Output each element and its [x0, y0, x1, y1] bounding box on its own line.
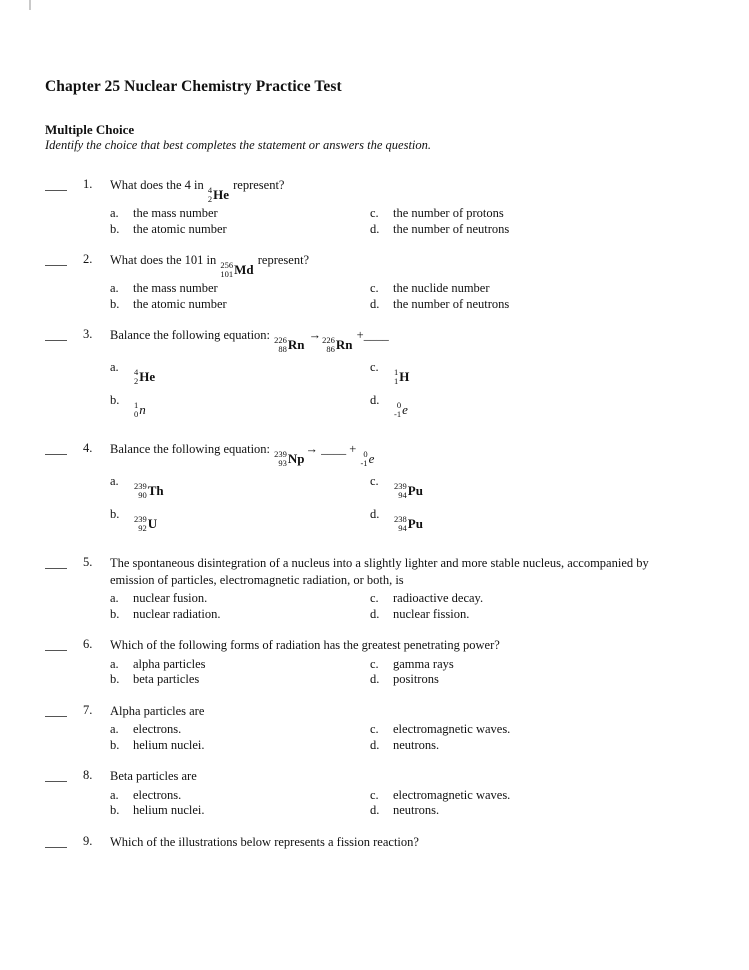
isotope-atomic-number: 88 — [278, 343, 287, 354]
option-letter: a. — [110, 206, 119, 220]
answer-option — [370, 657, 454, 673]
text-run: What does the 4 in — [110, 178, 207, 192]
option-text — [133, 474, 370, 499]
answer-option — [370, 722, 510, 738]
option-letter: c. — [370, 656, 379, 671]
text-run: the nuclide number — [393, 281, 490, 295]
option-text — [393, 672, 454, 688]
question-body — [110, 834, 693, 854]
answer-option — [110, 672, 370, 688]
isotope-mass-number: 4 — [207, 185, 213, 195]
option-letter: b. — [110, 803, 120, 817]
option-text — [133, 297, 370, 313]
option-text — [133, 591, 370, 607]
question-options — [110, 281, 693, 312]
text-run: Which of the following forms of radiation has the greatest penetrating power? — [110, 638, 500, 652]
isotope-notation — [394, 515, 423, 532]
isotope-atomic-number: -1 — [394, 408, 402, 419]
isotope-scripts — [134, 401, 138, 418]
option-text — [393, 297, 509, 313]
isotope-scripts — [274, 336, 287, 353]
option-text — [393, 281, 509, 297]
answer-option — [370, 297, 509, 313]
isotope-notation — [134, 401, 146, 418]
answer-option — [110, 393, 370, 418]
answer-option — [110, 788, 370, 804]
question-prompt — [110, 441, 693, 467]
isotope-atomic-number: 93 — [278, 457, 287, 468]
answer-option — [110, 360, 370, 385]
question-number: 3. — [83, 327, 93, 341]
option-letter: d. — [370, 606, 380, 621]
isotope-mass-number: 256 — [220, 260, 234, 270]
options-column — [370, 360, 410, 426]
option-text — [133, 206, 370, 222]
answer-blank-line — [45, 704, 67, 717]
answer-option — [110, 297, 370, 313]
isotope-symbol: He — [213, 187, 229, 202]
questions — [45, 177, 693, 853]
text-run: the number of neutrons — [393, 296, 510, 311]
answer-option — [110, 803, 370, 819]
question-number: 1. — [83, 177, 93, 191]
option-text — [133, 738, 370, 754]
isotope-mass-number: 239 — [394, 481, 407, 491]
answer-blank-line — [45, 178, 67, 191]
section-instructions: Identify the choice that best completes the statement or answers the question. — [45, 138, 432, 152]
option-letter: c. — [370, 281, 379, 295]
question — [45, 441, 693, 540]
text-run: +____ — [353, 328, 389, 342]
isotope-atomic-number: 0 — [134, 408, 139, 419]
question-number: 7. — [83, 702, 93, 717]
option-letter: d. — [370, 507, 380, 521]
question — [45, 252, 693, 312]
option-letter: c. — [370, 206, 379, 220]
isotope-notation — [274, 450, 304, 467]
answer-option — [370, 360, 410, 385]
isotope-notation — [208, 186, 229, 203]
option-text — [393, 788, 510, 804]
options-column — [370, 206, 509, 237]
text-run: neutrons. — [393, 803, 440, 817]
option-letter: d. — [370, 803, 380, 817]
isotope-mass-number: 238 — [394, 514, 407, 524]
answer-blank-line — [45, 835, 67, 848]
isotope-notation — [322, 336, 352, 353]
isotope-mass-number: 226 — [322, 335, 335, 345]
isotope-symbol: Rn — [287, 337, 305, 352]
isotope-scripts — [134, 515, 147, 532]
options-column — [110, 360, 370, 426]
isotope-symbol: Pu — [407, 483, 423, 498]
question-prompt — [110, 327, 693, 353]
question-number: 2. — [83, 252, 93, 266]
isotope-notation — [134, 515, 157, 532]
isotope-scripts — [220, 261, 233, 278]
answer-option — [110, 591, 370, 607]
options-column — [110, 722, 370, 753]
scan-artifact — [29, 0, 31, 10]
option-text — [133, 803, 370, 819]
section-heading: Multiple Choice — [45, 122, 135, 137]
text-run: Which of the illustrations below represents a fission reaction? — [110, 834, 419, 849]
isotope-mass-number: 0 — [363, 449, 368, 459]
answer-option — [110, 738, 370, 754]
option-letter: a. — [110, 722, 119, 736]
isotope-atomic-number: 90 — [138, 489, 147, 500]
answer-option — [370, 803, 510, 819]
isotope-notation — [360, 450, 374, 467]
option-letter: b. — [110, 393, 120, 407]
option-text — [133, 507, 370, 532]
option-letter: a. — [110, 360, 119, 374]
question-prompt — [110, 555, 693, 588]
option-letter: b. — [110, 221, 120, 236]
question — [45, 637, 693, 688]
question-options — [110, 591, 693, 622]
question — [45, 555, 693, 622]
isotope-symbol: Th — [147, 483, 164, 498]
option-text — [393, 738, 510, 754]
question — [45, 177, 693, 237]
question-options — [110, 788, 693, 819]
answer-option — [370, 281, 509, 297]
text-run: electromagnetic waves. — [393, 722, 511, 736]
option-letter: d. — [370, 393, 380, 407]
option-letter: b. — [110, 606, 120, 621]
text-run: The spontaneous disintegration of a nucleus into a slightly lighter and more stable nucleus, accompanied by emission of particles, electromagnetic radiation, or both, is — [110, 556, 649, 587]
isotope-scripts — [322, 336, 335, 353]
option-text — [133, 393, 370, 418]
question — [45, 834, 693, 854]
question-number: 5. — [83, 555, 93, 569]
isotope-notation — [394, 401, 408, 418]
answer-option — [370, 591, 483, 607]
isotope-symbol: Rn — [335, 337, 353, 352]
text-run: Balance the following equation: — [110, 442, 274, 456]
option-text — [393, 657, 454, 673]
option-letter: a. — [110, 591, 119, 605]
isotope-scripts — [394, 368, 398, 385]
isotope-notation — [394, 368, 409, 385]
option-letter: c. — [370, 591, 379, 605]
answer-option — [110, 507, 370, 532]
text-run: electrons. — [133, 722, 182, 736]
option-letter: c. — [370, 474, 379, 488]
text-run: What does the 101 in — [110, 253, 220, 267]
answer-option — [370, 507, 424, 532]
isotope-scripts — [134, 368, 138, 385]
question-number: 4. — [83, 441, 93, 455]
text-run: beta particles — [133, 672, 200, 686]
answer-blank-line — [45, 638, 67, 651]
isotope-symbol: He — [139, 369, 156, 384]
question-prompt — [110, 834, 693, 851]
text-run: the number of neutrons — [393, 221, 510, 236]
options-column — [370, 788, 510, 819]
text-run: Beta particles are — [110, 769, 197, 783]
option-text — [133, 360, 370, 385]
isotope-symbol: Md — [234, 262, 254, 277]
options-column — [110, 788, 370, 819]
question-number: 6. — [83, 637, 93, 651]
options-column — [370, 474, 424, 540]
isotope-mass-number: 1 — [134, 400, 139, 410]
answer-option — [110, 474, 370, 499]
isotope-mass-number: 239 — [134, 481, 147, 491]
text-run: → — [305, 328, 322, 342]
isotope-mass-number: 1 — [394, 367, 399, 377]
answer-option — [110, 222, 370, 238]
answer-blank-line — [45, 328, 67, 341]
isotope-scripts — [394, 515, 407, 532]
option-text — [133, 722, 370, 738]
question-body — [110, 555, 693, 622]
isotope-atomic-number: 2 — [207, 193, 213, 204]
isotope-atomic-number: 92 — [138, 522, 147, 533]
text-run: the atomic number — [133, 221, 227, 236]
text-run: the mass number — [133, 206, 218, 220]
option-text — [393, 591, 483, 607]
option-text — [133, 657, 370, 673]
option-letter: b. — [110, 507, 120, 521]
answer-option — [370, 788, 510, 804]
answer-option — [370, 738, 510, 754]
options-column — [110, 474, 370, 540]
answer-option — [370, 474, 424, 499]
text-run: the mass number — [133, 281, 218, 295]
question-body — [110, 441, 693, 540]
page-title: Chapter 25 Nuclear Chemistry Practice Test — [45, 78, 342, 95]
isotope-symbol: Np — [287, 451, 305, 466]
question — [45, 327, 693, 426]
question-options — [110, 722, 693, 753]
answer-option — [110, 281, 370, 297]
answer-option — [110, 206, 370, 222]
isotope-atomic-number: 94 — [398, 489, 407, 500]
answer-option — [370, 607, 483, 623]
options-column — [110, 206, 370, 237]
isotope-symbol: e — [402, 402, 408, 417]
text-run: gamma rays — [393, 656, 454, 671]
text-run: nuclear fission. — [393, 606, 470, 621]
option-text — [393, 474, 424, 499]
option-letter: a. — [110, 281, 119, 295]
question-body — [110, 177, 693, 237]
option-letter: b. — [110, 672, 120, 686]
answer-option — [110, 657, 370, 673]
option-letter: d. — [370, 296, 380, 311]
text-run: Alpha particles are — [110, 703, 205, 718]
question-options — [110, 206, 693, 237]
isotope-notation — [134, 368, 155, 385]
options-column — [110, 281, 370, 312]
option-text — [133, 222, 370, 238]
text-run: the atomic number — [133, 296, 227, 311]
text-run: helium nuclei. — [133, 737, 205, 752]
isotope-symbol: H — [399, 369, 410, 384]
isotope-scripts — [394, 482, 407, 499]
question-options — [110, 360, 693, 426]
option-letter: c. — [370, 360, 379, 374]
text-run: the number of protons — [393, 206, 504, 220]
question — [45, 768, 693, 819]
question-body — [110, 768, 693, 819]
answer-blank-line — [45, 442, 67, 455]
question-number: 8. — [83, 768, 93, 782]
question-body — [110, 327, 693, 426]
question-prompt — [110, 637, 693, 654]
text-run: represent? — [254, 253, 310, 267]
isotope-atomic-number: -1 — [360, 457, 368, 468]
option-text — [393, 803, 510, 819]
answer-option — [370, 222, 509, 238]
option-letter: a. — [110, 474, 119, 488]
text-run: positrons — [393, 672, 439, 686]
option-letter: b. — [110, 296, 120, 311]
isotope-symbol: e — [368, 451, 375, 466]
text-run: Balance the following equation: — [110, 328, 274, 342]
isotope-scripts — [274, 450, 287, 467]
question-prompt — [110, 768, 693, 785]
option-letter: a. — [110, 656, 119, 671]
isotope-mass-number: 0 — [396, 400, 402, 410]
isotope-scripts — [134, 482, 147, 499]
option-text — [133, 672, 370, 688]
answer-option — [370, 206, 509, 222]
answer-option — [370, 672, 454, 688]
option-text — [133, 607, 370, 623]
option-text — [393, 607, 483, 623]
text-run: nuclear radiation. — [133, 606, 221, 621]
question-body — [110, 703, 693, 754]
text-run: electromagnetic waves. — [393, 787, 511, 802]
answer-blank-line — [45, 253, 67, 266]
isotope-notation — [134, 482, 164, 499]
option-letter: d. — [370, 737, 380, 752]
option-text — [133, 281, 370, 297]
question-body — [110, 637, 693, 688]
option-text — [393, 206, 509, 222]
isotope-atomic-number: 101 — [220, 268, 234, 279]
question-body — [110, 252, 693, 312]
option-letter: b. — [110, 737, 120, 752]
text-run: → ____ + — [305, 442, 360, 456]
option-letter: c. — [370, 787, 379, 802]
question-number: 9. — [83, 833, 93, 848]
isotope-notation — [220, 261, 253, 278]
text-run: electrons. — [133, 787, 182, 802]
isotope-scripts — [360, 450, 367, 467]
answer-option — [370, 393, 410, 418]
option-letter: d. — [370, 672, 380, 686]
isotope-atomic-number: 2 — [134, 375, 139, 386]
text-run: alpha particles — [133, 656, 206, 671]
text-run: helium nuclei. — [133, 803, 205, 817]
question-prompt — [110, 252, 693, 278]
isotope-atomic-number: 94 — [398, 522, 407, 533]
option-text — [133, 788, 370, 804]
isotope-symbol: n — [139, 402, 146, 417]
isotope-symbol: Pu — [407, 516, 423, 531]
isotope-notation — [274, 336, 304, 353]
options-column — [110, 591, 370, 622]
isotope-scripts — [208, 186, 212, 203]
option-text — [393, 360, 410, 385]
question — [45, 703, 693, 754]
isotope-mass-number: 4 — [134, 367, 139, 377]
question-options — [110, 474, 693, 540]
option-text — [393, 222, 509, 238]
isotope-atomic-number: 1 — [394, 375, 399, 386]
option-letter: c. — [370, 722, 379, 736]
answer-option — [110, 722, 370, 738]
text-run: neutrons. — [393, 737, 440, 752]
options-column — [370, 657, 454, 688]
isotope-mass-number: 239 — [274, 449, 287, 459]
options-column — [370, 591, 483, 622]
option-letter: d. — [370, 221, 380, 236]
options-column — [370, 281, 509, 312]
text-run: represent? — [230, 178, 285, 192]
isotope-mass-number: 239 — [134, 514, 147, 524]
answer-blank-line — [45, 769, 67, 782]
question-prompt — [110, 703, 693, 720]
options-column — [370, 722, 510, 753]
answer-option — [110, 607, 370, 623]
question-prompt — [110, 177, 693, 203]
option-text — [393, 507, 424, 532]
option-text — [393, 393, 410, 418]
question-options — [110, 657, 693, 688]
text-run: radioactive decay. — [393, 591, 484, 605]
isotope-symbol: U — [147, 516, 158, 531]
answer-blank-line — [45, 556, 67, 569]
isotope-notation — [394, 482, 423, 499]
isotope-scripts — [394, 401, 401, 418]
options-column — [110, 657, 370, 688]
text-run: nuclear fusion. — [133, 591, 208, 605]
isotope-atomic-number: 86 — [326, 343, 335, 354]
option-letter: a. — [110, 787, 119, 802]
option-text — [393, 722, 510, 738]
isotope-mass-number: 226 — [274, 335, 287, 345]
